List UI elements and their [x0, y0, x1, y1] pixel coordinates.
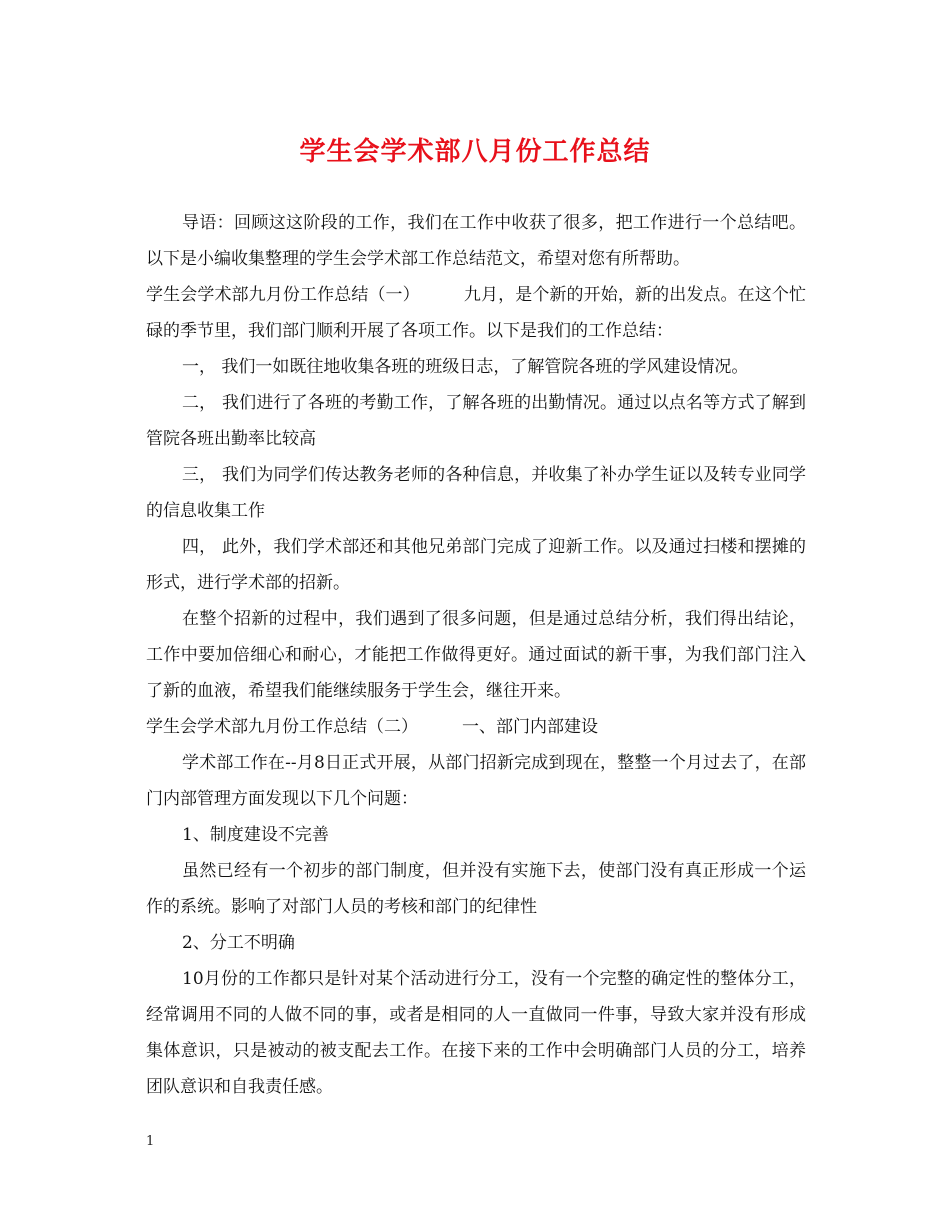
section-two-subheading: 一、部门内部建设	[462, 717, 598, 737]
paragraph: 虽然已经有一个初步的部门制度，但并没有实施下去，使部门没有真正形成一个运作的系统。影响了对部门人员的考核和部门的纪律性	[146, 861, 806, 917]
list-item: 四， 此外，我们学术部还和其他兄弟部门完成了迎新工作。以及通过扫楼和摆摊的形式，进行学术部的招新。	[146, 537, 806, 593]
page-number: 1	[146, 1134, 155, 1149]
list-item: 二， 我们进行了各班的考勤工作，了解各班的出勤情况。通过以点名等方式了解到管院各班出勤率比较高	[146, 393, 806, 449]
section-one-heading-line	[146, 277, 806, 349]
list-item: 一， 我们一如既往地收集各班的班级日志，了解管院各班的学风建设情况。	[182, 357, 749, 377]
document-body	[146, 205, 806, 1105]
section-one-lead: 九月，是个新的开始，新的出发点。在这个忙碌的季节里，我们部门顺利开展了各项工作。以下是我们的工作总结：	[146, 285, 807, 341]
subsection-heading: 1、制度建设不完善	[182, 825, 329, 845]
section-one-heading: 学生会学术部九月份工作总结（一）	[146, 285, 420, 305]
paragraph: 10月份的工作都只是针对某个活动进行分工，没有一个完整的确定性的整体分工，经常调用不同的人做不同的事，或者是相同的人一直做同一件事，导致大家并没有形成集体意识，只是被动的被支配去工作。在接下来的工作中会明确部门人员的分工，培养团队意识和自我责任感。	[146, 969, 806, 1097]
section-one-conclusion: 在整个招新的过程中，我们遇到了很多问题，但是通过总结分析，我们得出结论，工作中要加倍细心和耐心，才能把工作做得更好。通过面试的新干事，为我们部门注入了新的血液，希望我们能继续服务于学生会，继往开来。	[146, 609, 806, 701]
section-two-heading-line	[146, 709, 806, 745]
subsection-heading: 2、分工不明确	[182, 933, 295, 953]
intro-paragraph: 导语：回顾这这阶段的工作，我们在工作中收获了很多，把工作进行一个总结吧。以下是小编收集整理的学生会学术部工作总结范文，希望对您有所帮助。	[146, 213, 806, 269]
document-title: 学生会学术部八月份工作总结	[299, 137, 651, 167]
list-item: 三， 我们为同学们传达教务老师的各种信息，并收集了补办学生证以及转专业同学的信息收集工作	[146, 465, 806, 521]
paragraph: 学术部工作在--月8日正式开展，从部门招新完成到现在，整整一个月过去了，在部门内部管理方面发现以下几个问题：	[146, 753, 806, 809]
section-two-heading: 学生会学术部九月份工作总结（二）	[146, 717, 418, 737]
